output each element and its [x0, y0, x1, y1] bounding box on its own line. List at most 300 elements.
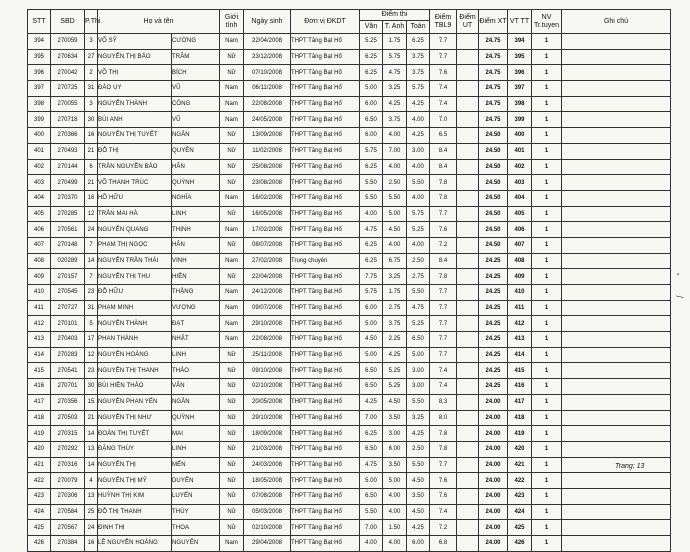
page-number: Trang: 13	[615, 463, 645, 470]
cell-english: 2.75	[383, 300, 407, 316]
cell-rank: 398	[508, 96, 532, 112]
cell-admitted-choice: 1	[532, 269, 562, 285]
cell-rank: 413	[508, 332, 532, 348]
cell-grade9-average: 7.7	[430, 457, 457, 473]
cell-rank: 408	[508, 253, 532, 269]
cell-registration-unit: THPT Tăng Bạt Hổ	[291, 159, 360, 175]
cell-math: 4.00	[407, 159, 430, 175]
cell-registration-unit: THPT Tăng Bạt Hổ	[291, 504, 360, 520]
cell-english: 3.00	[383, 426, 407, 442]
cell-registration-unit: THPT Tăng Bạt Hổ	[291, 112, 360, 128]
cell-stt: 423	[28, 488, 51, 504]
cell-exam-room: 24	[85, 520, 98, 536]
cell-given-name: THẢO	[172, 363, 220, 379]
cell-literature: 5.50	[360, 175, 383, 191]
cell-admitted-choice: 1	[532, 143, 562, 159]
cell-grade9-average: 8.0	[430, 410, 457, 426]
cell-notes	[562, 190, 671, 206]
cell-gender: Nữ	[220, 143, 244, 159]
cell-gender: Nữ	[220, 504, 244, 520]
table-row	[28, 488, 671, 504]
table-body	[28, 34, 671, 552]
cell-english: 4.00	[383, 237, 407, 253]
cell-gender: Nữ	[220, 441, 244, 457]
cell-admission-score: 24.00	[479, 441, 508, 457]
table-row	[28, 473, 671, 489]
cell-surname: HỒ HỮU	[98, 190, 172, 206]
cell-admitted-choice: 1	[532, 332, 562, 348]
cell-sbd: 270079	[51, 473, 85, 489]
cell-surname: NGUYỄN THỊ	[98, 457, 172, 473]
cell-admission-score: 24.00	[479, 488, 508, 504]
cell-birth-date: 02/10/2008	[244, 379, 291, 395]
cell-rank: 416	[508, 379, 532, 395]
cell-admission-score: 24.00	[479, 426, 508, 442]
cell-english: 1.75	[383, 34, 407, 50]
cell-math: 4.00	[407, 237, 430, 253]
cell-sbd: 270567	[51, 520, 85, 536]
cell-exam-room: 7	[85, 237, 98, 253]
cell-gender: Nam	[220, 285, 244, 301]
cell-gender: Nam	[220, 96, 244, 112]
cell-english: 3.50	[383, 457, 407, 473]
cell-admitted-choice: 1	[532, 49, 562, 65]
cell-surname: PHAN THÀNH	[98, 332, 172, 348]
cell-sbd: 270718	[51, 112, 85, 128]
cell-priority-points	[457, 285, 479, 301]
cell-admission-score: 24.00	[479, 410, 508, 426]
cell-stt: 414	[28, 347, 51, 363]
cell-surname: PHẠM THỊ NGỌC	[98, 237, 172, 253]
cell-admitted-choice: 1	[532, 504, 562, 520]
cell-math: 2.50	[407, 441, 430, 457]
cell-grade9-average: 7.7	[430, 34, 457, 50]
cell-exam-room: 12	[85, 347, 98, 363]
cell-gender: Nam	[220, 253, 244, 269]
cell-admission-score: 24.50	[479, 159, 508, 175]
cell-sbd: 270384	[51, 536, 85, 552]
cell-gender: Nam	[220, 316, 244, 332]
cell-surname: BÙI ANH	[98, 112, 172, 128]
cell-english: 4.50	[383, 394, 407, 410]
cell-math: 5.50	[407, 457, 430, 473]
cell-rank: 404	[508, 190, 532, 206]
admission-results-table	[27, 9, 671, 552]
cell-admission-score: 24.25	[479, 347, 508, 363]
cell-exam-room: 25	[85, 504, 98, 520]
cell-exam-room: 31	[85, 81, 98, 97]
cell-literature: 6.00	[360, 96, 383, 112]
cell-admitted-choice: 1	[532, 206, 562, 222]
cell-gender: Nam	[220, 81, 244, 97]
cell-english: 4.00	[383, 488, 407, 504]
cell-registration-unit: THPT Tăng Bạt Hổ	[291, 285, 360, 301]
cell-rank: 425	[508, 520, 532, 536]
cell-surname: ĐÀO UY	[98, 81, 172, 97]
cell-math: 5.75	[407, 81, 430, 97]
cell-birth-date: 22/04/2008	[244, 34, 291, 50]
cell-notes	[562, 300, 671, 316]
cell-registration-unit: THPT Tăng Bạt Hổ	[291, 426, 360, 442]
cell-birth-date: 07/08/2008	[244, 488, 291, 504]
cell-literature: 6.25	[360, 237, 383, 253]
cell-math: 4.25	[407, 426, 430, 442]
cell-admission-score: 24.25	[479, 363, 508, 379]
header-priority-points: Điểm UT	[457, 10, 479, 34]
cell-grade9-average: 7.7	[430, 285, 457, 301]
cell-literature: 4.75	[360, 222, 383, 238]
cell-literature: 4.00	[360, 206, 383, 222]
cell-grade9-average: 7.0	[430, 112, 457, 128]
cell-notes	[562, 441, 671, 457]
cell-stt: 413	[28, 332, 51, 348]
cell-exam-room: 16	[85, 536, 98, 552]
cell-math: 5.50	[407, 285, 430, 301]
cell-stt: 417	[28, 394, 51, 410]
cell-math: 6.50	[407, 332, 430, 348]
cell-literature: 6.50	[360, 379, 383, 395]
cell-sbd: 270584	[51, 504, 85, 520]
cell-surname: NGUYỄN THỊ TUYẾT	[98, 128, 172, 144]
cell-stt: 408	[28, 253, 51, 269]
cell-exam-room: 16	[85, 190, 98, 206]
cell-gender: Nữ	[220, 347, 244, 363]
cell-gender: Nữ	[220, 269, 244, 285]
cell-admission-score: 24.25	[479, 300, 508, 316]
cell-rank: 397	[508, 81, 532, 97]
cell-english: 3.25	[383, 81, 407, 97]
cell-admission-score: 24.00	[479, 473, 508, 489]
cell-registration-unit: THPT Tăng Bạt Hổ	[291, 347, 360, 363]
table-row	[28, 190, 671, 206]
cell-surname: NGUYỄN THÀNH	[98, 96, 172, 112]
cell-priority-points	[457, 363, 479, 379]
cell-surname: ĐỖ HỮU	[98, 285, 172, 301]
cell-priority-points	[457, 520, 479, 536]
cell-english: 4.50	[383, 222, 407, 238]
cell-birth-date: 24/12/2008	[244, 285, 291, 301]
cell-english: 4.00	[383, 159, 407, 175]
cell-rank: 417	[508, 394, 532, 410]
cell-surname: NGUYỄN THỊ BẢO	[98, 49, 172, 65]
table-row	[28, 81, 671, 97]
cell-surname: NGUYỄN QUANG	[98, 222, 172, 238]
cell-rank: 426	[508, 536, 532, 552]
cell-birth-date: 22/04/2008	[244, 269, 291, 285]
cell-notes	[562, 65, 671, 81]
cell-exam-room: 4	[85, 473, 98, 489]
cell-sbd: 270042	[51, 65, 85, 81]
cell-literature: 6.25	[360, 426, 383, 442]
cell-stt: 397	[28, 81, 51, 97]
cell-given-name: THOA	[172, 520, 220, 536]
cell-stt: 412	[28, 316, 51, 332]
cell-rank: 422	[508, 473, 532, 489]
cell-rank: 420	[508, 441, 532, 457]
cell-notes	[562, 536, 671, 552]
cell-admitted-choice: 1	[532, 285, 562, 301]
cell-literature: 5.00	[360, 316, 383, 332]
cell-exam-room: 30	[85, 379, 98, 395]
cell-notes	[562, 143, 671, 159]
cell-math: 2.75	[407, 269, 430, 285]
table-row	[28, 96, 671, 112]
cell-english: 7.00	[383, 143, 407, 159]
cell-english: 2.25	[383, 332, 407, 348]
cell-rank: 401	[508, 143, 532, 159]
cell-surname: NGUYỄN THỊ THU	[98, 269, 172, 285]
cell-admission-score: 24.50	[479, 237, 508, 253]
cell-registration-unit: THPT Tăng Bạt Hổ	[291, 222, 360, 238]
cell-birth-date: 20/05/2008	[244, 394, 291, 410]
cell-admission-score: 24.50	[479, 143, 508, 159]
table-row	[28, 34, 671, 50]
cell-math: 5.75	[407, 206, 430, 222]
cell-priority-points	[457, 175, 479, 191]
cell-literature: 5.50	[360, 504, 383, 520]
cell-exam-room: 5	[85, 316, 98, 332]
cell-registration-unit: THPT Tăng Bạt Hổ	[291, 206, 360, 222]
cell-stt: 407	[28, 237, 51, 253]
cell-birth-date: 22/08/2008	[244, 96, 291, 112]
cell-rank: 403	[508, 175, 532, 191]
cell-birth-date: 29/10/2008	[244, 410, 291, 426]
cell-stt: 409	[28, 269, 51, 285]
cell-registration-unit: THPT Tăng Bạt Hổ	[291, 81, 360, 97]
cell-admission-score: 24.25	[479, 253, 508, 269]
cell-notes	[562, 473, 671, 489]
cell-rank: 407	[508, 237, 532, 253]
cell-english: 1.75	[383, 285, 407, 301]
cell-registration-unit: THPT Tăng Bạt Hổ	[291, 300, 360, 316]
cell-given-name: VÂN	[172, 379, 220, 395]
cell-gender: Nữ	[220, 237, 244, 253]
cell-literature: 4.00	[360, 536, 383, 552]
cell-grade9-average: 6.5	[430, 128, 457, 144]
cell-admission-score: 24.25	[479, 269, 508, 285]
cell-priority-points	[457, 34, 479, 50]
cell-math: 5.50	[407, 175, 430, 191]
cell-math: 6.25	[407, 34, 430, 50]
cell-literature: 5.50	[360, 190, 383, 206]
cell-given-name: NGHĨA	[172, 190, 220, 206]
cell-sbd: 270503	[51, 410, 85, 426]
cell-given-name: THỊNH	[172, 222, 220, 238]
table-row	[28, 504, 671, 520]
cell-surname: NGUYỄN THỊ THANH	[98, 363, 172, 379]
cell-exam-room: 16	[85, 128, 98, 144]
cell-grade9-average: 7.8	[430, 175, 457, 191]
cell-surname: PHẠM MINH	[98, 300, 172, 316]
cell-admission-score: 24.00	[479, 504, 508, 520]
table-row	[28, 143, 671, 159]
cell-stt: 410	[28, 285, 51, 301]
cell-grade9-average: 7.7	[430, 316, 457, 332]
cell-admitted-choice: 1	[532, 473, 562, 489]
cell-sbd: 270634	[51, 49, 85, 65]
cell-rank: 402	[508, 159, 532, 175]
cell-admitted-choice: 1	[532, 394, 562, 410]
cell-literature: 6.50	[360, 441, 383, 457]
cell-birth-date: 23/08/2008	[244, 175, 291, 191]
cell-given-name: QUỲNH	[172, 410, 220, 426]
cell-given-name: LINH	[172, 347, 220, 363]
cell-notes	[562, 128, 671, 144]
cell-priority-points	[457, 96, 479, 112]
table-row	[28, 206, 671, 222]
cell-birth-date: 13/09/2008	[244, 128, 291, 144]
cell-sbd: 270701	[51, 379, 85, 395]
cell-rank: 406	[508, 222, 532, 238]
cell-priority-points	[457, 112, 479, 128]
header-english: T. Anh	[383, 21, 407, 34]
cell-stt: 415	[28, 363, 51, 379]
cell-birth-date: 25/11/2008	[244, 347, 291, 363]
cell-literature: 6.25	[360, 49, 383, 65]
cell-registration-unit: Trung chuyên	[291, 253, 360, 269]
cell-admitted-choice: 1	[532, 159, 562, 175]
cell-literature: 6.25	[360, 253, 383, 269]
cell-math: 4.25	[407, 520, 430, 536]
cell-surname: ĐOÀN THỊ TUYẾT	[98, 426, 172, 442]
cell-sbd: 270493	[51, 143, 85, 159]
cell-surname: LÊ NGUYỄN HOÀNG	[98, 536, 172, 552]
cell-priority-points	[457, 190, 479, 206]
cell-notes	[562, 159, 671, 175]
cell-exam-room: 13	[85, 488, 98, 504]
cell-english: 6.00	[383, 441, 407, 457]
cell-exam-room: 17	[85, 332, 98, 348]
cell-given-name: NGUYÊN	[172, 536, 220, 552]
cell-admission-score: 24.50	[479, 175, 508, 191]
cell-grade9-average: 8.4	[430, 159, 457, 175]
cell-english: 4.75	[383, 65, 407, 81]
cell-exam-room: 24	[85, 222, 98, 238]
cell-grade9-average: 7.4	[430, 96, 457, 112]
cell-stt: 416	[28, 379, 51, 395]
header-birth-date: Ngày sinh	[244, 10, 291, 34]
table-row	[28, 379, 671, 395]
cell-rank: 412	[508, 316, 532, 332]
cell-literature: 5.25	[360, 34, 383, 50]
cell-priority-points	[457, 269, 479, 285]
cell-english: 2.50	[383, 175, 407, 191]
cell-literature: 6.00	[360, 300, 383, 316]
cell-priority-points	[457, 379, 479, 395]
cell-grade9-average: 8.3	[430, 394, 457, 410]
cell-sbd: 270292	[51, 441, 85, 457]
cell-registration-unit: THPT Tăng Bạt Hổ	[291, 96, 360, 112]
cell-admission-score: 24.75	[479, 96, 508, 112]
cell-sbd: 270285	[51, 206, 85, 222]
cell-gender: Nam	[220, 222, 244, 238]
cell-sbd: 270366	[51, 128, 85, 144]
cell-birth-date: 29/04/2008	[244, 536, 291, 552]
cell-admitted-choice: 1	[532, 81, 562, 97]
cell-admission-score: 24.00	[479, 457, 508, 473]
cell-gender: Nam	[220, 34, 244, 50]
cell-registration-unit: THPT Tăng Bạt Hổ	[291, 488, 360, 504]
cell-sbd: 270283	[51, 347, 85, 363]
cell-english: 4.00	[383, 536, 407, 552]
cell-surname: NGUYỄN THỊ MỸ	[98, 473, 172, 489]
cell-gender: Nam	[220, 190, 244, 206]
cell-priority-points	[457, 457, 479, 473]
cell-literature: 5.75	[360, 285, 383, 301]
cell-sbd: 270055	[51, 96, 85, 112]
cell-grade9-average: 7.8	[430, 441, 457, 457]
cell-sbd: 270059	[51, 34, 85, 50]
cell-birth-date: 08/07/2008	[244, 237, 291, 253]
cell-rank: 418	[508, 410, 532, 426]
cell-admission-score: 24.00	[479, 394, 508, 410]
cell-gender: Nữ	[220, 426, 244, 442]
cell-given-name: LINH	[172, 441, 220, 457]
cell-stt: 425	[28, 520, 51, 536]
cell-math: 4.25	[407, 128, 430, 144]
cell-exam-room: 7	[85, 269, 98, 285]
cell-math: 6.00	[407, 536, 430, 552]
cell-exam-room: 21	[85, 410, 98, 426]
cell-admitted-choice: 1	[532, 34, 562, 50]
cell-priority-points	[457, 143, 479, 159]
cell-sbd: 270315	[51, 426, 85, 442]
cell-priority-points	[457, 300, 479, 316]
cell-stt: 396	[28, 65, 51, 81]
table-row	[28, 410, 671, 426]
cell-sbd: 270541	[51, 363, 85, 379]
cell-math: 3.50	[407, 488, 430, 504]
cell-priority-points	[457, 65, 479, 81]
header-notes: Ghi chú	[562, 10, 671, 34]
header-registration-unit: Đơn vị ĐKDT	[291, 10, 360, 34]
table-row	[28, 65, 671, 81]
cell-math: 4.50	[407, 473, 430, 489]
cell-given-name: VŨ	[172, 112, 220, 128]
cell-grade9-average: 7.2	[430, 520, 457, 536]
cell-sbd: 270144	[51, 159, 85, 175]
cell-given-name: MẾN	[172, 457, 220, 473]
cell-priority-points	[457, 536, 479, 552]
table-row	[28, 441, 671, 457]
cell-registration-unit: THPT Tăng Bạt Hổ	[291, 65, 360, 81]
cell-admitted-choice: 1	[532, 190, 562, 206]
table-row	[28, 347, 671, 363]
cell-notes	[562, 253, 671, 269]
cell-birth-date: 06/11/2008	[244, 81, 291, 97]
header-exam-scores: Điểm thi	[360, 10, 430, 21]
cell-surname: VÕ THỊ	[98, 65, 172, 81]
cell-literature: 7.00	[360, 520, 383, 536]
cell-admitted-choice: 1	[532, 65, 562, 81]
cell-notes	[562, 81, 671, 97]
header-exam-room: P.Thi	[85, 10, 98, 34]
cell-birth-date: 11/02/2008	[244, 143, 291, 159]
cell-admitted-choice: 1	[532, 128, 562, 144]
cell-surname: ĐỖ THỊ	[98, 143, 172, 159]
cell-stt: 418	[28, 410, 51, 426]
table-row	[28, 363, 671, 379]
cell-admission-score: 24.25	[479, 379, 508, 395]
cell-english: 4.25	[383, 96, 407, 112]
cell-given-name: QUYÊN	[172, 143, 220, 159]
cell-given-name: THÚY	[172, 504, 220, 520]
cell-notes	[562, 237, 671, 253]
cell-grade9-average: 7.7	[430, 206, 457, 222]
cell-rank: 419	[508, 426, 532, 442]
cell-math: 3.00	[407, 363, 430, 379]
cell-notes	[562, 269, 671, 285]
